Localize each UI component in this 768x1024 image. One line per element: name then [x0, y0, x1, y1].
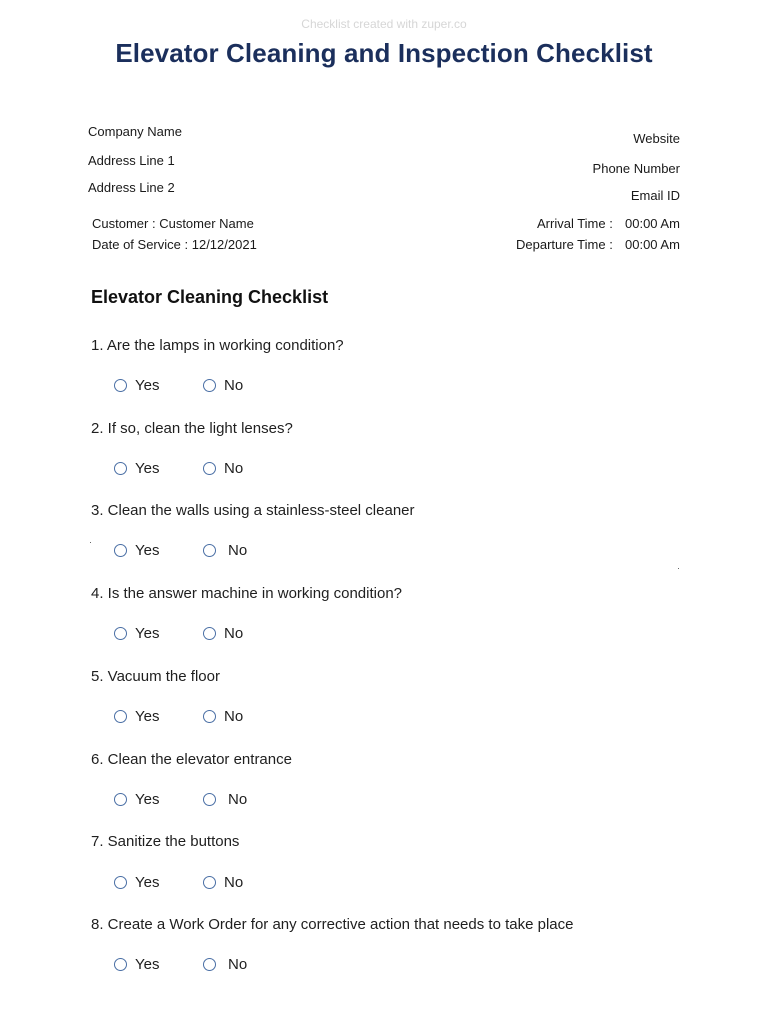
question-3: 3. Clean the walls using a stainless-steel cleaner — [91, 502, 415, 519]
company-name: Company Name — [88, 124, 182, 139]
arrival-time-label: Arrival Time : — [537, 216, 613, 231]
company-phone: Phone Number — [592, 161, 680, 176]
yes-label: Yes — [135, 542, 160, 559]
question-1: 1. Are the lamps in working condition? — [91, 337, 344, 354]
q6-no-option[interactable] — [203, 791, 247, 808]
question-5: 5. Vacuum the floor — [91, 668, 220, 685]
no-label: No — [224, 377, 244, 394]
radio-icon[interactable] — [203, 544, 216, 557]
no-label: No — [224, 874, 244, 891]
company-website: Website — [633, 131, 680, 146]
date-of-service-value: 12/12/2021 — [191, 237, 257, 252]
q4-yes-option[interactable] — [114, 625, 159, 642]
q7-no-option[interactable] — [203, 874, 243, 891]
q6-yes-option[interactable] — [114, 791, 159, 808]
stray-mark — [90, 542, 91, 543]
radio-icon[interactable] — [114, 876, 127, 889]
q8-no-option[interactable] — [203, 956, 247, 973]
yes-label: Yes — [135, 625, 160, 642]
q1-no-option[interactable] — [203, 377, 243, 394]
address-line-1: Address Line 1 — [88, 153, 175, 168]
date-of-service-row — [92, 237, 257, 252]
q1-yes-option[interactable] — [114, 377, 159, 394]
q2-yes-option[interactable] — [114, 460, 159, 477]
radio-icon[interactable] — [114, 627, 127, 640]
radio-icon[interactable] — [203, 793, 216, 806]
question-2: 2. If so, clean the light lenses? — [91, 420, 293, 437]
q2-no-option[interactable] — [203, 460, 243, 477]
radio-icon[interactable] — [203, 876, 216, 889]
q5-yes-option[interactable] — [114, 708, 159, 725]
question-4: 4. Is the answer machine in working condition? — [91, 585, 403, 602]
no-label: No — [228, 791, 248, 808]
company-email: Email ID — [630, 188, 680, 203]
document-title: Elevator Cleaning and Inspection Checklist — [115, 38, 653, 68]
yes-label: Yes — [135, 791, 160, 808]
radio-icon[interactable] — [203, 710, 216, 723]
watermark: Checklist created with zuper.co — [301, 17, 467, 31]
radio-icon[interactable] — [114, 379, 127, 392]
yes-label: Yes — [135, 377, 160, 394]
radio-icon[interactable] — [203, 379, 216, 392]
radio-icon[interactable] — [114, 793, 127, 806]
no-label: No — [228, 956, 248, 973]
radio-icon[interactable] — [114, 710, 127, 723]
question-6: 6. Clean the elevator entrance — [91, 751, 292, 768]
radio-icon[interactable] — [203, 627, 216, 640]
departure-time-label: Departure Time : — [516, 237, 613, 252]
q5-no-option[interactable] — [203, 708, 243, 725]
yes-label: Yes — [135, 956, 160, 973]
question-7: 7. Sanitize the buttons — [91, 833, 240, 850]
question-8: 8. Create a Work Order for any corrective action that needs to take place — [91, 916, 574, 933]
radio-icon[interactable] — [203, 958, 216, 971]
no-label: No — [228, 542, 248, 559]
q3-no-option[interactable] — [203, 542, 247, 559]
departure-time-value: 00:00 Am — [625, 237, 680, 252]
radio-icon[interactable] — [114, 544, 127, 557]
radio-icon[interactable] — [203, 462, 216, 475]
date-of-service-label: Date of Service : — [92, 237, 189, 252]
arrival-time-value: 00:00 Am — [625, 216, 680, 231]
yes-label: Yes — [135, 708, 160, 725]
no-label: No — [224, 460, 244, 477]
yes-label: Yes — [135, 460, 160, 477]
section-title: Elevator Cleaning Checklist — [91, 287, 329, 307]
customer-label: Customer : — [92, 216, 156, 231]
stray-mark — [678, 568, 679, 569]
q8-yes-option[interactable] — [114, 956, 159, 973]
no-label: No — [224, 625, 244, 642]
radio-icon[interactable] — [114, 462, 127, 475]
customer-value: Customer Name — [159, 216, 254, 231]
customer-row — [92, 216, 254, 231]
yes-label: Yes — [135, 874, 160, 891]
no-label: No — [224, 708, 244, 725]
radio-icon[interactable] — [114, 958, 127, 971]
q4-no-option[interactable] — [203, 625, 243, 642]
address-line-2: Address Line 2 — [88, 180, 175, 195]
q7-yes-option[interactable] — [114, 874, 159, 891]
q3-yes-option[interactable] — [114, 542, 159, 559]
